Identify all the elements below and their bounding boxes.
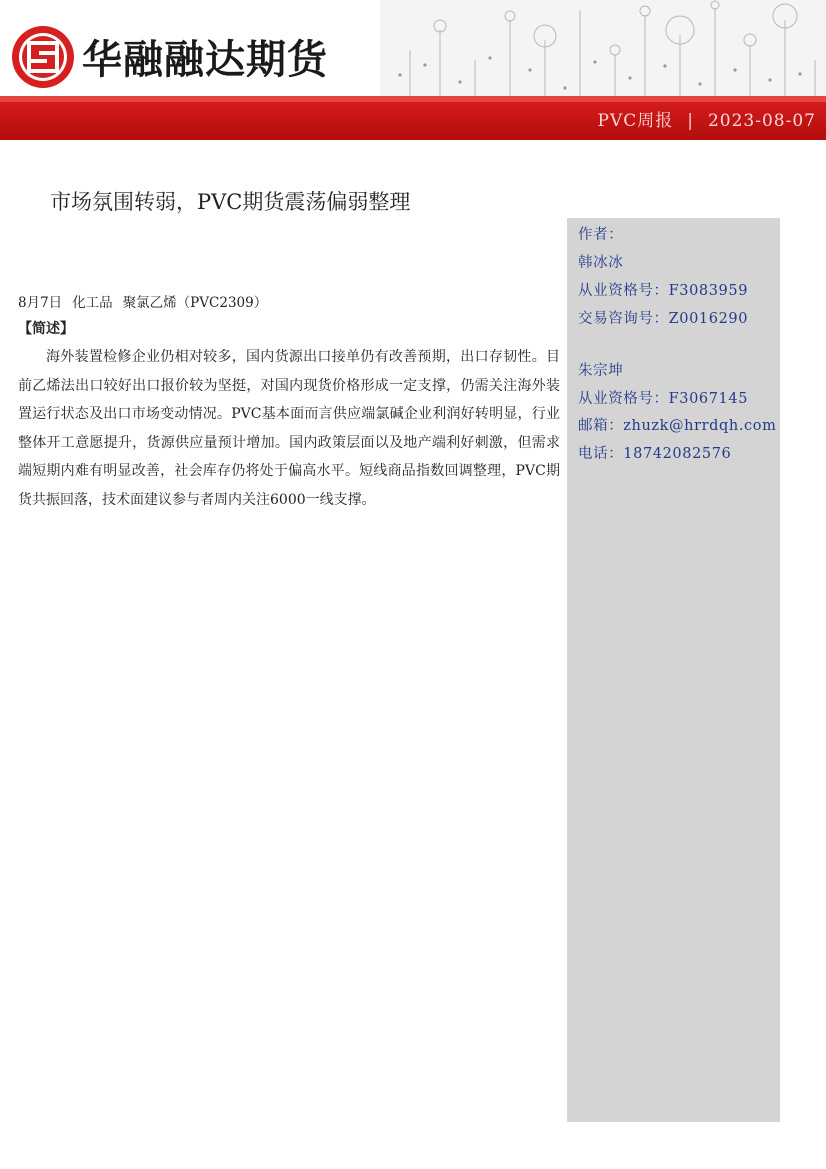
- author-name: 朱宗坤: [578, 363, 624, 379]
- author-name: 韩冰冰: [578, 255, 624, 271]
- meta-date: 8月7日: [18, 295, 63, 311]
- author-qualification: 从业资格号：F3083959: [578, 283, 749, 299]
- brand-logo-icon: [10, 24, 76, 90]
- report-type: PVC周报: [597, 111, 674, 131]
- meta-sector: 化工品: [72, 295, 113, 311]
- author-sidebar: [567, 218, 780, 1122]
- summary-text: 海外装置检修企业仍相对较多，国内货源出口接单仍有改善预期，出口存韧性。目前乙烯法出口较好出口报价较为坚挺，对国内现货价格形成一定支撑，仍需关注海外装置运行状态及出口市场变动情况。PVC基本面而言供应端氯碱企业利润好转明显，行业整体开工意愿提升，货源供应量预计增加。国内政策层面以及地产端利好刺激，但需求端短期内难有明显改善，社会库存仍将处于偏高水平。短线商品指数回调整理，PVC期货共振回落，技术面建议参与者周内关注6000一线支撑。: [18, 349, 560, 508]
- report-title: 市场氛围转弱，PVC期货震荡偏弱整理: [50, 190, 411, 214]
- summary-label: 【简述】: [18, 321, 74, 337]
- report-info: [598, 106, 816, 132]
- author-qualification: 从业资格号：F3067145: [578, 391, 749, 407]
- header-separator: |: [687, 111, 694, 131]
- author-email: 邮箱：zhuzk@hrrdqh.com: [578, 418, 777, 434]
- brand-name: 华融融达期货: [82, 37, 328, 83]
- author-phone: 电话：18742082576: [578, 446, 732, 462]
- meta-product: 聚氯乙烯（PVC2309）: [122, 295, 268, 311]
- header-red-accent: [0, 96, 826, 102]
- authors-heading: 作者：: [578, 227, 624, 243]
- header-decoration: [380, 0, 826, 96]
- author-consulting-number: 交易咨询号：Z0016290: [578, 311, 749, 327]
- meta-line: [18, 291, 277, 311]
- report-date: 2023-08-07: [707, 111, 816, 131]
- header: [0, 0, 826, 96]
